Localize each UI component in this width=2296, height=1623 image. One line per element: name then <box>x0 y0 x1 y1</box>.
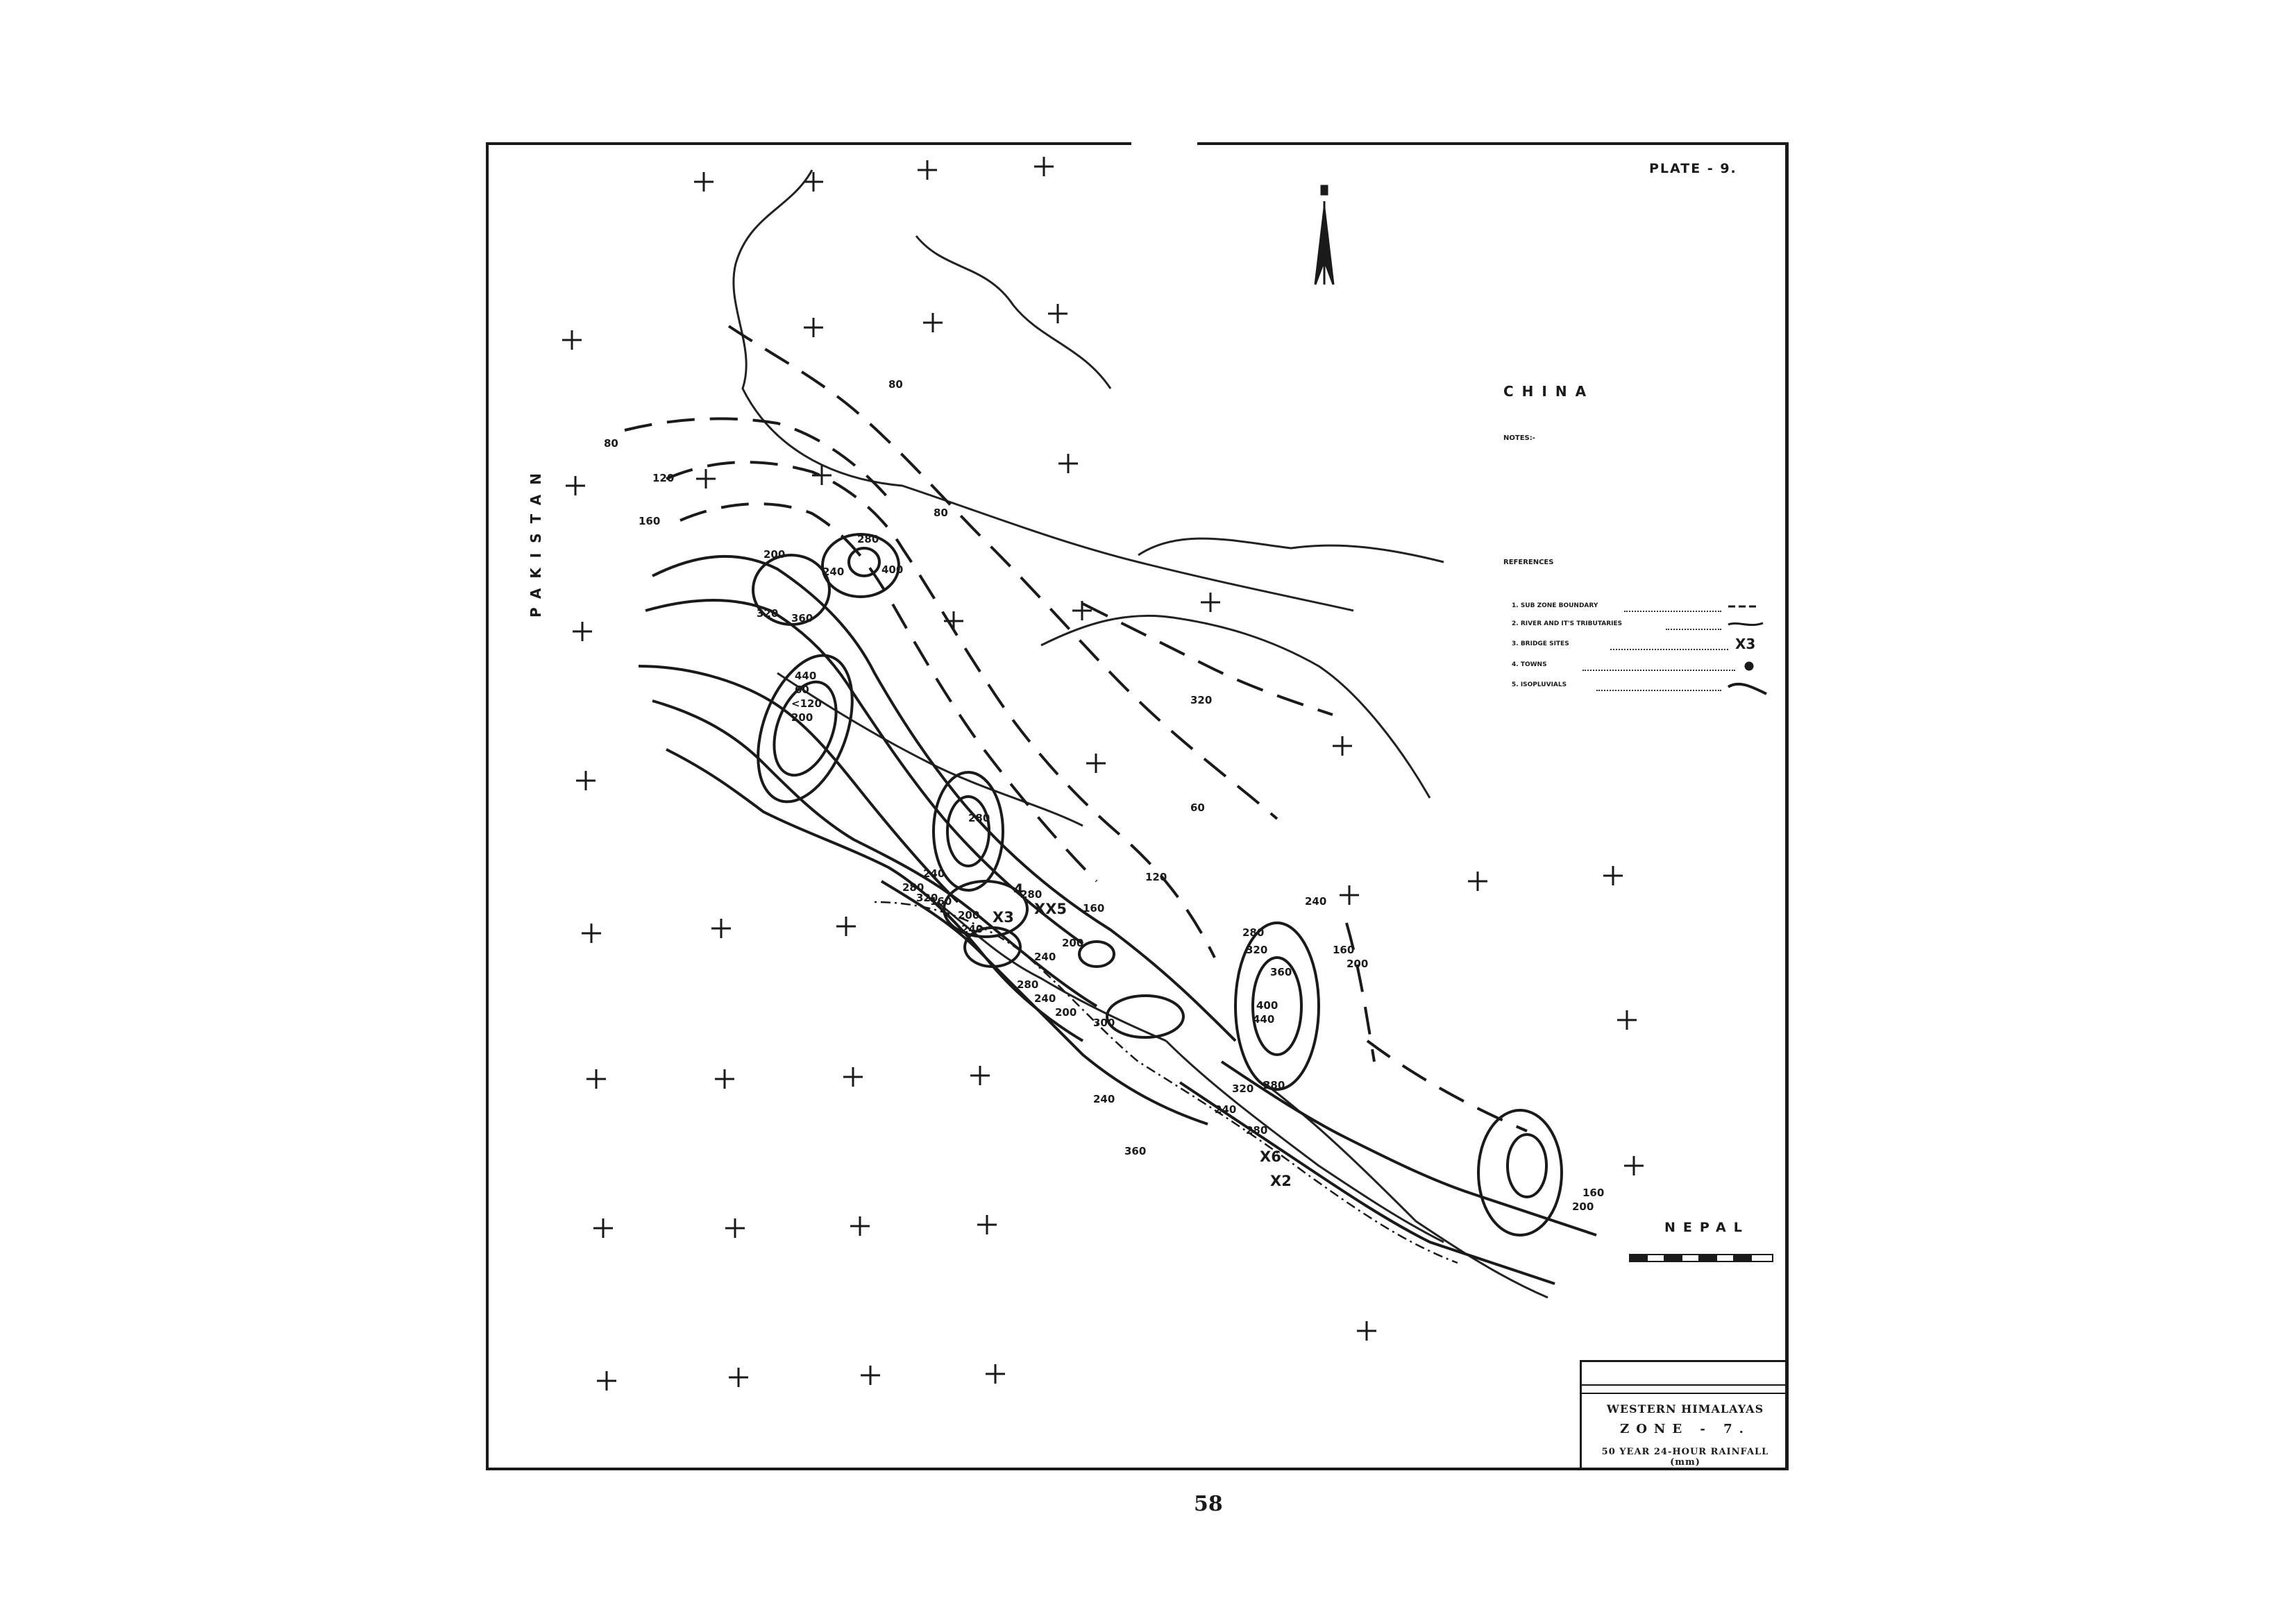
isopluvial-line <box>652 556 1235 1041</box>
isopluvial-value-label: 280 <box>1246 1124 1268 1137</box>
bridge-site-label: XX5 <box>1034 901 1067 917</box>
graticule-cross <box>1048 304 1067 323</box>
isopluvial-value-label: 280 <box>857 533 879 545</box>
isopluvial-value-label: 240 <box>1034 992 1056 1005</box>
isopluvial-value-label: 280 <box>1020 888 1043 901</box>
isopluvial-value-label: 200 <box>1572 1200 1594 1213</box>
isopluvial-line <box>729 326 1277 819</box>
isopluvial-value-label: 240 <box>1215 1103 1237 1116</box>
isopluvial-value-label: 320 <box>916 892 938 904</box>
graticule-cross <box>562 330 582 350</box>
isopluvial-value-label: 120 <box>652 472 675 484</box>
isopluvial-value-label: 60 <box>795 683 809 696</box>
isopluvial-value-label: 80 <box>934 507 948 519</box>
graticule-cross <box>725 1218 745 1238</box>
graticule-cross <box>729 1368 748 1387</box>
graticule-cross <box>1340 885 1359 905</box>
graticule-cross <box>1086 754 1106 773</box>
graticule-cross <box>804 172 823 192</box>
scale-bar <box>1630 1255 1773 1261</box>
graticule-cross <box>1058 454 1078 473</box>
river-line <box>1041 615 1430 798</box>
graticule-cross <box>576 771 596 790</box>
graticule-cross <box>597 1371 616 1391</box>
graticule-cross <box>566 476 585 495</box>
graticule-cross <box>586 1069 606 1089</box>
isopluvial-value-label: 320 <box>1246 944 1268 956</box>
graticule-cross <box>1072 601 1092 620</box>
plate-label: PLATE - 9. <box>1649 161 1737 176</box>
isopluvial-value-label: 200 <box>791 711 813 724</box>
pakistan-label: PAKISTAN <box>527 464 544 618</box>
nepal-label: NEPAL <box>1664 1220 1750 1235</box>
isopluvial-value-label: 320 <box>1190 694 1213 706</box>
scale-bar-segment <box>1699 1255 1716 1261</box>
isopluvial-value-label: 160 <box>930 895 952 908</box>
bridge-site-label: 4 <box>1013 881 1024 898</box>
isopluvial-closed-contour <box>849 548 879 576</box>
scale-bar-segment <box>1734 1255 1751 1261</box>
north-arrow-marker <box>1322 186 1327 194</box>
graticule-cross <box>1333 736 1352 756</box>
graticule-cross <box>986 1364 1005 1384</box>
town-symbol <box>1746 663 1753 670</box>
graticule-cross <box>843 1067 863 1087</box>
isopluvial-value-label: 240 <box>1305 895 1327 908</box>
leader-dots <box>1582 670 1735 671</box>
isopluvial-value-label: 440 <box>1253 1013 1275 1026</box>
isopluvial-value-label: 160 <box>1333 944 1355 956</box>
bridge-site-symbol: X3 <box>1735 636 1756 652</box>
graticule-cross <box>970 1066 990 1085</box>
graticule-cross <box>1468 872 1487 891</box>
isopluvial-value-label: 200 <box>1055 1006 1077 1019</box>
north-arrow-icon <box>1315 186 1333 284</box>
isopluvial-value-label: 200 <box>1062 937 1084 949</box>
isopluvial-value-label: 200 <box>763 548 786 561</box>
graticule-cross <box>711 919 731 938</box>
isopluvial-value-label: 360 <box>1124 1145 1147 1157</box>
title-divider <box>1582 1393 1789 1394</box>
isopluvial-value-label: 160 <box>639 515 661 527</box>
isopluvial-value-label: 400 <box>1256 999 1278 1012</box>
reference-isopluvials: 5. ISOPLUVIALS <box>1512 681 1567 688</box>
title-region: WESTERN HIMALAYAS <box>1606 1402 1764 1416</box>
isopluvial-closed-contour <box>1079 942 1114 967</box>
rivers <box>734 170 1548 1298</box>
graticule-cross <box>1034 157 1054 176</box>
isopluvial-value-label: 400 <box>881 563 904 576</box>
river-line <box>1166 1041 1444 1242</box>
isopluvials <box>625 326 1596 1284</box>
isopluvial-value-label: 80 <box>888 378 903 391</box>
reference-towns: 4. TOWNS <box>1512 661 1547 668</box>
reference-rivers: 2. RIVER AND IT'S TRIBUTARIES <box>1512 620 1623 627</box>
graticule-cross <box>850 1216 870 1236</box>
isopluvial-value-label: 320 <box>1232 1082 1254 1095</box>
isopluvial-value-label: 200 <box>1347 958 1369 970</box>
isopluvial-value-label: 280 <box>902 881 925 894</box>
isopluvial-value-label: 300 <box>1093 1017 1115 1029</box>
isopluvial-value-label: 240 <box>961 923 984 935</box>
isopluvial-line <box>652 701 1097 1006</box>
graticule-cross <box>804 318 823 337</box>
isopluvial-value-label: 160 <box>1083 902 1105 915</box>
graticule-cross <box>694 172 714 192</box>
leader-dots <box>1666 629 1721 630</box>
reference-sub-zone-boundary: 1. SUB ZONE BOUNDARY <box>1512 602 1598 609</box>
isopluvial-value-label: 360 <box>1270 966 1292 978</box>
page-number: 58 <box>1194 1492 1223 1516</box>
isopluvial-symbol <box>1728 684 1766 694</box>
isopluvial-value-label: 240 <box>822 566 845 578</box>
isopluvial-value-label: <120 <box>791 697 822 710</box>
graticule-cross <box>977 1215 997 1234</box>
isopluvial-value-label: 380 <box>1263 1079 1285 1091</box>
isopluvial-value-label: 360 <box>791 612 813 624</box>
notes-heading: NOTES:- <box>1503 434 1535 442</box>
graticule-cross <box>1357 1321 1376 1341</box>
title-block <box>1580 1360 1789 1468</box>
bridge-site-label: X3 <box>993 909 1014 926</box>
graticule-cross <box>1617 1010 1637 1030</box>
graticule-cross <box>918 160 937 180</box>
isopluvial-line <box>1367 1041 1527 1131</box>
isopluvial-value-label: 160 <box>1582 1187 1605 1199</box>
graticule-cross <box>1603 866 1623 885</box>
bridge-site-label: X2 <box>1270 1173 1292 1189</box>
graticule-cross <box>715 1069 734 1089</box>
leader-dots <box>1610 649 1728 650</box>
river-line <box>1138 538 1444 562</box>
graticule-cross <box>593 1218 613 1238</box>
graticule-cross <box>696 469 716 488</box>
reference-bridge-sites: 3. BRIDGE SITES <box>1512 640 1569 647</box>
isopluvial-value-label: 200 <box>958 909 980 921</box>
graticule-cross <box>944 611 963 631</box>
leader-dots <box>1596 690 1721 691</box>
isopluvial-closed-contour <box>1508 1135 1546 1197</box>
bridge-site-label: X6 <box>1260 1148 1281 1165</box>
leader-dots <box>1624 611 1721 612</box>
isopluvial-value-label: 60 <box>1190 801 1205 814</box>
graticule-cross <box>582 924 601 943</box>
isopluvial-value-label: 240 <box>923 867 945 880</box>
graticule-crosses <box>562 157 1644 1391</box>
graticule-cross <box>836 917 856 936</box>
isopluvial-value-label: 240 <box>1093 1093 1115 1105</box>
isopluvial-value-label: 440 <box>795 670 817 682</box>
title-rainfall: 50 YEAR 24-HOUR RAINFALL (mm) <box>1601 1447 1769 1468</box>
graticule-cross <box>1201 593 1220 612</box>
graticule-cross <box>573 622 592 641</box>
isopluvial-value-label: 280 <box>1242 926 1265 939</box>
scale-bar-segment <box>1630 1255 1647 1261</box>
river-symbol <box>1728 623 1763 625</box>
scale-bar-segment <box>1664 1255 1682 1261</box>
isopluvial-value-label: 120 <box>1145 871 1167 883</box>
isopluvial-value-label: 280 <box>1017 978 1039 991</box>
title-zone: ZONE - 7. <box>1620 1422 1750 1436</box>
graticule-cross <box>923 313 943 332</box>
isopluvial-value-label: 320 <box>757 607 779 620</box>
isopluvial-value-label: 80 <box>604 437 618 450</box>
isopluvial-value-label: 280 <box>968 812 990 824</box>
river-line <box>916 236 1111 389</box>
isopluvial-value-label: 240 <box>1034 951 1056 963</box>
references-heading: REFERENCES <box>1503 559 1554 566</box>
graticule-cross <box>1624 1156 1644 1175</box>
china-label: CHINA <box>1503 383 1595 400</box>
graticule-cross <box>861 1366 880 1385</box>
